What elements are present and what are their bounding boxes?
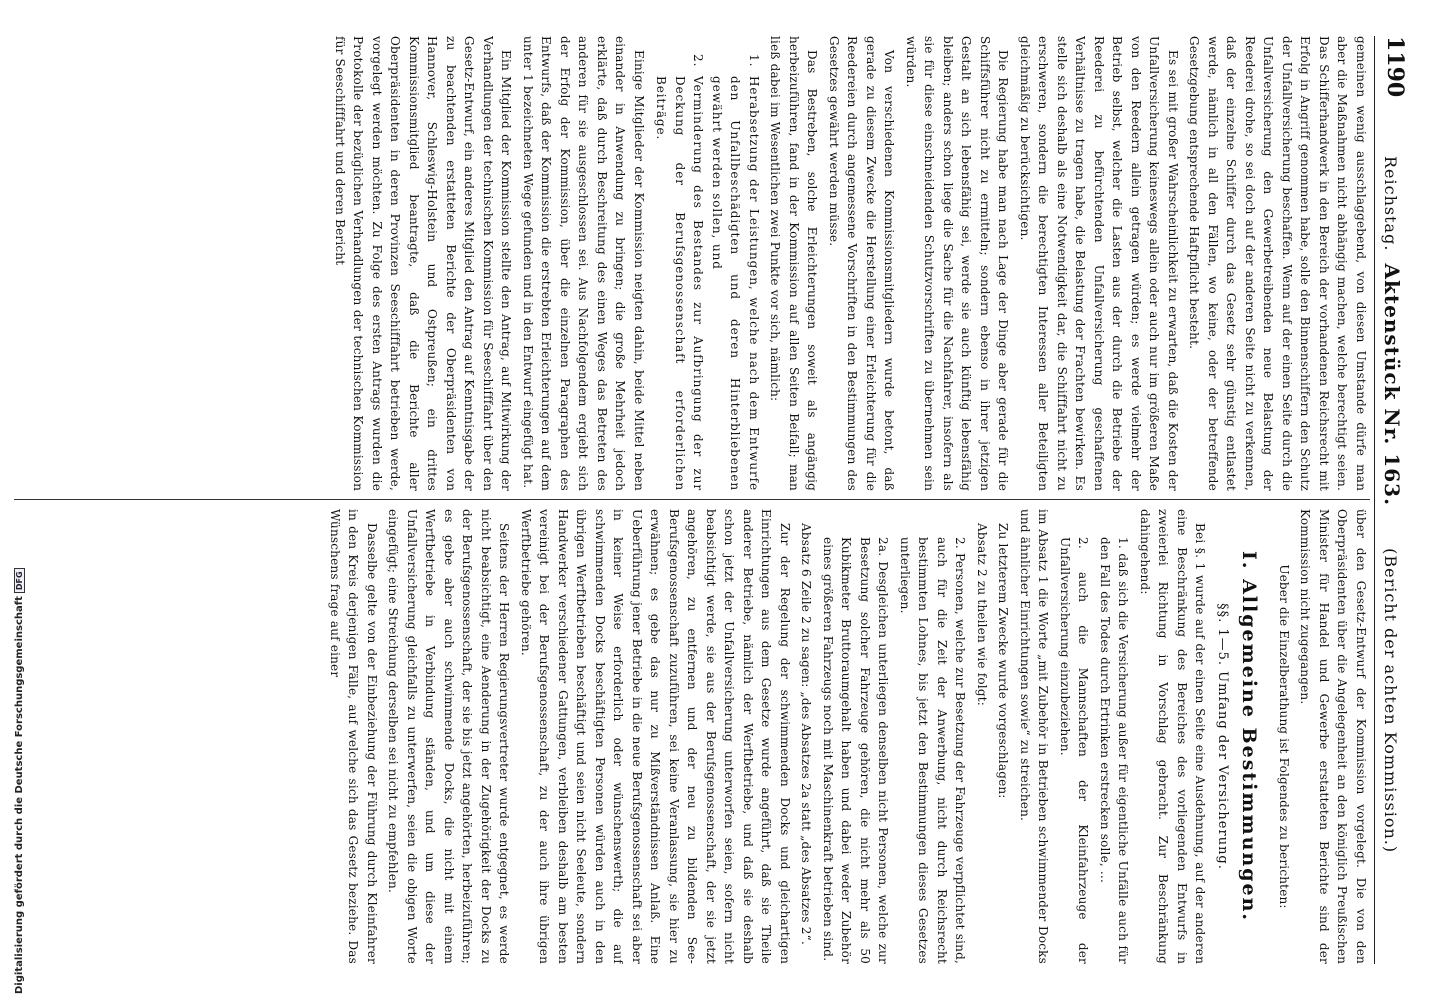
digitization-credit [14,568,25,994]
running-head [1380,156,1404,853]
clause: 2a. Desgleichen unterliegen denselben nicht Personen, welche zur Besetzung solcher Fahrzeuge gehören, die nicht mehr als 50 Kubikmeter Bruttoraumgehalt haben und dabei weder Zubehör eines größeren Fahrzeugs noch mit Maschinenkraft betrieben sind. [821,537,891,964]
right-column [14,509,1370,964]
paragraph: Bei §. 1 wurde auf der einen Seite eine Ausdehnung, auf der anderen eine Beschränkung des Bereiches des vorliegenden Entwurfs in zweierlei Richtung in Vorschlag gebracht. Zur Beschränkung dahingehend: [1138,509,1208,964]
paragraph: gemeinen wenig ausschlaggebend, von diesen Umstande dürfe man aber die Maßnahmen nicht abhängig machen, welche berechtigt seien. Das Schifferhandwerk in den Bereich der vorhandenen Reichsrecht mit Erfolg in Angriff genommen habe, solle den Binnenschiffern den Schutz der Unfallversicherung beschaffen. Wenn auf der einen Seite durch die Unfallversicherung den Gewerbetreibenden neue Belastung der Reederei drohe, so sei doch auf der anderen Seite nicht zu verkennen, daß der einzelne Schiffer durch das Gesetz sehr günstig entlastet werde, nämlich in all den Fällen, wo keine, oder der betreffende Gesetzgebung entsprechende Haftpflicht besteht. [1187,36,1368,491]
paragraph: im Absatz 1 die Worte „mit Zubehör in Betrieben schwimmender Docks und ähnlicher Einrichtungen sowie“ zu streichen. [1018,509,1051,964]
list-item: 1. Herabsetzung der Leistungen, welche nach dem Entwurfe den Unfallbeschädigten und deren Hinterbliebenen gewährt werden sollen, und [708,72,764,491]
paragraph: Ueber die Einzelberathung ist Folgendes zu berichten: [1277,564,1291,909]
page-header [1370,36,1410,964]
header-subtitle: Aktenstück Nr. 163. [1380,263,1404,507]
paragraph: über den Gesetz-Entwurf der Kommission vorgelegt. Die von den Oberpräsidenten über die Angelegenheit an den königlich Preußischen Minister für Handel und Gewerbe erstatteten Berichte sind der Kommission nicht zugegangen. [1298,509,1368,964]
clause: 2. Personen, welche zur Besetzung der Fahrzeuge verpflichtet sind, auch für die Zeit der Anwerbung, nicht durch Reichsrecht bestimmten Lohnes, bis jetzt den Bestimmungen dieses Gesetzes unterliegen. [898,537,968,964]
paragraph: Die Regierung habe man nach Lage der Dinge aber gerade für die Schiffsführer nicht zu ermitteln; sondern ebenso in ihrer jetzigen Gestalt an sich lebensfähig sei, werde sie auch künftig lebensfähig bleiben; anders schon liege die Sache für die Nachfahrer, insofern als sie für diese einschneidenden Schutzvorschriften zu übernehmen sein würden. [904,36,1011,491]
page-number: 1190 [1382,36,1408,98]
paragraph: Seitens der Herren Regierungsvertreter wurde entgegnet, es werde nicht beabsichtigt, eine Aenderung in der Zugehörigkeit der Docks zu der Berufsgenossenschaft, der sie bis jetzt angehörten, herbeizuführen; es gebe aber auch schwimmende Docks, die nicht mit einem Werftbetriebe in Verbindung ständen, und um diese der Unfallversicherung gleichfalls zu unterwerfen, seien die obigen Worte eingefügt; eine Streichung derselben sei nicht zu empfehlen. [386,509,512,964]
list-item: 2. Verminderung des Bestandes zur Aufbringung der zur Deckung der Berufsgenossenschaft erforderlichen Beiträge. [652,72,708,491]
paragraph: Einige Mitglieder der Kommission neigten dahin, beide Mittel neben einander in Anwendung zu bringen; die große Mehrheit jedoch erklärte, daß durch Beschreitung des einen Weges das Betreten des anderen für sie ausgeschlossen sei. Aus Nachfolgendem ergiebt sich der Erfolg der Kommission, über die einzelnen Paragraphen des Entwurfs, daß der Kommission die erstrebten Erleichterungen auf dem unter 1 bezeichneten Wege gefunden und in den Entwurf eingefügt hat. [521,36,646,491]
header-title: Reichstag. [1381,156,1400,252]
column-divider [14,499,1370,500]
paragraph: Zur der Regelung der schwimmenden Docks und gleichartigen Einrichtungen aus dem Gesetze wurde angeführt, daß sie Theile anderer Betriebe, nämlich der Werftbetriebe, und daß sie deshalb schon jetzt der Unfallversicherung unterworfen seien, sofern nicht beabsichtigt werde, sie aus der Berufsgenossenschaft, der sie jetzt angehören, zu entfernen und der neu zu bildenden See-Berufsgenossenschaft zuzuführen, sei keine Veranlassung, sie hier zu erwähnen; es gebe das nur zu Mißverständnissen Anlaß. Eine Ueberführung jener Betriebe in die neue Berufsgenossenschaft sei aber in keiner Weise erforderlich oder wünschenswerth; die auf schwimmenden Docks beschäftigten Personen würden auch in den übrigen Werftbetrieben beschäftigt und seien nicht Seeleute, sondern Handwerker verschiedener Gattungen, verbleiben deshalb am besten vereinigt bei der Berufsgenossenschaft, zu der auch ihre übrigen Werftbetriebe gehören. [519,509,792,964]
paragraph: Absatz 6 Zeile 2 zu sagen: „des Absatzes 2a statt „des Absatzes 2“. [799,523,814,945]
header-rule [1374,36,1375,964]
paragraph: Es sei mit großer Wahrscheinlichkeit zu erwarten, daß die Kosten der Unfallversicherung keineswegs allein oder auch nur im größeren Maße von den Reedern allein getragen würden; es werde vielmehr der Betrieb selbst, welcher die Lasten aus der durch die Betriebe der Reederei zu befürchtenden Unfallversicherung geschaffenen Verhältnisse zu tragen habe, die Belastung der Frachten bewirken. Es stelle sich deshalb als eine Notwendigkeit dar, die Schifffahrt nicht zu erschweren, sondern die berechtigten Interessen aller Beteiligten gleichmäßig zu berücksichtigen. [1018,36,1180,491]
section-title: I. Allgemeine Bestimmungen. [1238,550,1261,923]
paragraph: Zu letzterem Zwecke wurde vorgeschlagen: [996,523,1011,799]
paragraph: Von verschiedenen Kommissionsmitgliedern wurde betont, daß gerade zu diesem Zwecke die Herstellung einer Erleichterung für die Reedereien durch angemessene Vorschriften in den Bestimmungen des Gesetzes gewährt werden müsse. [827,36,897,491]
header-section: (Bericht der achten Kommission.) [1381,548,1400,854]
paragraph: Absatz 2 zu theilen wie folgt: [975,523,989,706]
clause: 2. auch die Mannschaften der Kleinfahrzeuge der Unfallversicherung einzubeziehen. [1058,537,1091,964]
dfg-logo: DFG [14,568,25,593]
paragraph: Das Bestreben, solche Erleichterungen soweit als angängig herbeizuführen, fand in der Kommission auf allen Seiten Beifall; man ließ dabei im Wesentlichen zwei Punkte vor sich, nämlich: [768,36,820,491]
section-subtitle: §§. 1—5. Umfang der Versicherung. [1215,603,1231,870]
numbered-list [652,36,763,491]
paragraph: Ein Mitglied der Kommission stellte den Antrag, auf Mitwirkung der Verhandlungen der technischen Kommission für Seeschifffahrt über den Gesetz-Entwurf, ein anderes Mitglied den Antrag auf Kenntnisgabe der zu beachtenden erstatteten Berichte der Oberpräsidenten von Hannover, Schleswig-Holstein und Ostpreußen; ein drittes Kommissionsmitglied beantragte, daß die Berichte aller Oberpräsidenten in deren Provinzen Seeschifffahrt betrieben werde, vorgelegt werden möchten. Zu Folge des ersten Antrags wurden die Protokolle der bezüglichen Verhandlungen der technischen Kommission für Seeschifffahrt und deren Bericht [333,36,514,491]
text-columns [14,36,1370,964]
clause: 1. daß sich die Versicherung außer für eigentliche Unfälle auch für den Fall des Todes durch Ertrinken erstrecken solle, ... [1098,537,1131,964]
paragraph: Dasselbe gelte von der Einbeziehung der Führung durch Kleinfahrer in den Kreis derjenigen Fälle, auf welche sich das Gesetz beziehe. Das Wünschens frage auf einer [328,509,379,964]
credit-text: Digitalisierung gefördert durch die Deutsche Forschungsgemeinschaft [14,596,25,994]
left-column [14,36,1370,491]
